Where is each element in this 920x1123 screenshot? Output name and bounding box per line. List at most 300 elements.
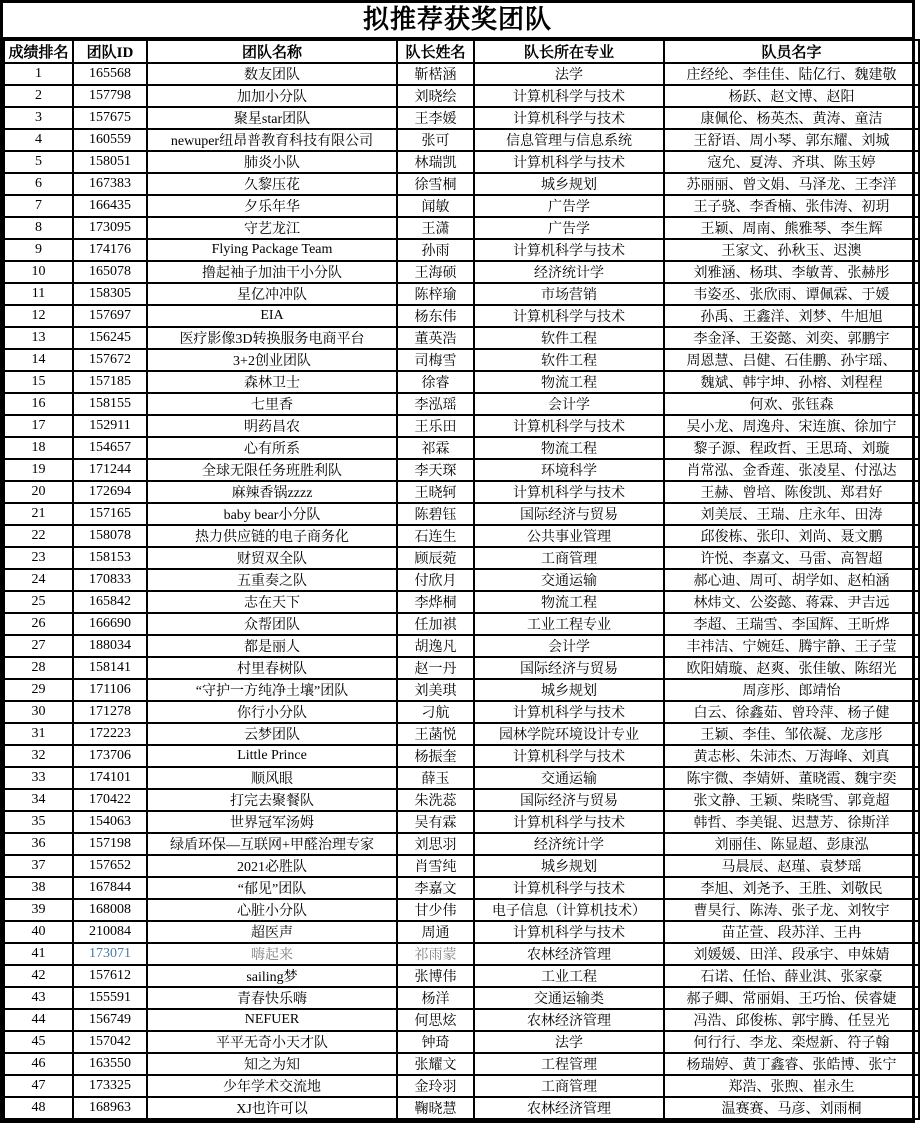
- team-id-cell: 157697: [73, 305, 147, 327]
- members-cell: 张文静、王颖、柴晓雪、郭竟超: [664, 789, 919, 811]
- rank-cell: 17: [4, 415, 73, 437]
- captain-name-cell: 张可: [397, 129, 474, 151]
- team-id-cell: 157798: [73, 85, 147, 107]
- team-id-cell: 158153: [73, 547, 147, 569]
- members-cell: 郝子卿、常丽娟、王巧怡、侯睿婕: [664, 987, 919, 1009]
- team-id-cell: 171106: [73, 679, 147, 701]
- table-row: [4, 503, 919, 525]
- team-name-cell: 2021必胜队: [147, 855, 397, 877]
- team-name-cell: 村里春树队: [147, 657, 397, 679]
- captain-major-cell: 计算机科学与技术: [474, 239, 664, 261]
- members-cell: 曹昊行、陈涛、张子龙、刘牧宇: [664, 899, 919, 921]
- captain-name-cell: 杨东伟: [397, 305, 474, 327]
- table-row: [4, 173, 919, 195]
- captain-major-cell: 法学: [474, 1031, 664, 1053]
- captain-name-cell: 杨洋: [397, 987, 474, 1009]
- rank-cell: 27: [4, 635, 73, 657]
- members-cell: 杨瑞婷、黄丁鑫睿、张皓博、张宁: [664, 1053, 919, 1075]
- captain-name-cell: 石连生: [397, 525, 474, 547]
- members-cell: 杨跃、赵文博、赵阳: [664, 85, 919, 107]
- members-cell: 苗芷萱、段苏洋、王冉: [664, 921, 919, 943]
- team-id-cell: 165568: [73, 63, 147, 85]
- captain-major-cell: 工程管理: [474, 1053, 664, 1075]
- team-name-cell: Little Prince: [147, 745, 397, 767]
- team-name-cell: 世界冠军汤姆: [147, 811, 397, 833]
- table-row: [4, 635, 919, 657]
- captain-major-cell: 工商管理: [474, 1075, 664, 1097]
- table-row: [4, 833, 919, 855]
- captain-name-cell: 刘晓绘: [397, 85, 474, 107]
- team-id-cell: 157612: [73, 965, 147, 987]
- members-cell: 冯浩、邱俊栋、郭宇腾、任昱光: [664, 1009, 919, 1031]
- team-name-cell: 财贸双全队: [147, 547, 397, 569]
- team-id-cell: 165842: [73, 591, 147, 613]
- rank-cell: 42: [4, 965, 73, 987]
- team-name-cell: “郁见”团队: [147, 877, 397, 899]
- team-id-cell: 171278: [73, 701, 147, 723]
- rank-cell: 43: [4, 987, 73, 1009]
- captain-name-cell: 甘少伟: [397, 899, 474, 921]
- team-id-cell: 156749: [73, 1009, 147, 1031]
- rank-cell: 38: [4, 877, 73, 899]
- table-row: [4, 63, 919, 85]
- captain-name-cell: 靳楛涵: [397, 63, 474, 85]
- captain-major-cell: 城乡规划: [474, 855, 664, 877]
- members-cell: 周彦彤、郎靖怡: [664, 679, 919, 701]
- members-cell: 周恩慧、吕健、石佳鹏、孙宇瑶、: [664, 349, 919, 371]
- captain-major-cell: 计算机科学与技术: [474, 921, 664, 943]
- col-header-team-id: 团队ID: [73, 40, 147, 63]
- table-row: [4, 569, 919, 591]
- captain-name-cell: 杨振奎: [397, 745, 474, 767]
- captain-major-cell: 计算机科学与技术: [474, 877, 664, 899]
- team-name-cell: 聚星star团队: [147, 107, 397, 129]
- members-cell: 欧阳婧璇、赵爽、张佳敏、陈绍光: [664, 657, 919, 679]
- rank-cell: 46: [4, 1053, 73, 1075]
- captain-name-cell: 王潇: [397, 217, 474, 239]
- team-name-cell: Flying Package Team: [147, 239, 397, 261]
- team-name-cell: 热力供应链的电子商务化: [147, 525, 397, 547]
- table-row: [4, 1031, 919, 1053]
- col-header-captain-name: 队长姓名: [397, 40, 474, 63]
- table-row: [4, 943, 919, 965]
- table-row: [4, 657, 919, 679]
- rank-cell: 14: [4, 349, 73, 371]
- captain-name-cell: 张耀文: [397, 1053, 474, 1075]
- team-name-cell: 志在天下: [147, 591, 397, 613]
- members-cell: 许悦、李嘉文、马雷、高智超: [664, 547, 919, 569]
- team-id-cell: 154657: [73, 437, 147, 459]
- captain-major-cell: 园林学院环境设计专业: [474, 723, 664, 745]
- members-cell: 韩哲、李美锟、迟慧芳、徐斯洋: [664, 811, 919, 833]
- table-row: [4, 525, 919, 547]
- members-cell: 丰祎洁、宁婉廷、腾宇静、王子莹: [664, 635, 919, 657]
- rank-cell: 44: [4, 1009, 73, 1031]
- members-cell: 肖常泓、金香莲、张凌星、付泓达: [664, 459, 919, 481]
- team-id-cell: 167383: [73, 173, 147, 195]
- team-name-cell: 平平无奇小天才队: [147, 1031, 397, 1053]
- members-cell: 康佩伦、杨英杰、黄涛、童洁: [664, 107, 919, 129]
- captain-name-cell: 孙雨: [397, 239, 474, 261]
- team-id-cell: 155591: [73, 987, 147, 1009]
- col-header-captain-major: 队长所在专业: [474, 40, 664, 63]
- team-id-cell: 166435: [73, 195, 147, 217]
- captain-major-cell: 国际经济与贸易: [474, 503, 664, 525]
- captain-name-cell: 鞠晓慧: [397, 1097, 474, 1119]
- rank-cell: 31: [4, 723, 73, 745]
- captain-major-cell: 工业工程专业: [474, 613, 664, 635]
- rank-cell: 22: [4, 525, 73, 547]
- members-cell: 韦姿丞、张欣雨、谭佩霖、于媛: [664, 283, 919, 305]
- rank-cell: 21: [4, 503, 73, 525]
- table-row: [4, 85, 919, 107]
- team-name-cell: 嗨起来: [147, 943, 397, 965]
- table-row: [4, 679, 919, 701]
- captain-name-cell: 李天琛: [397, 459, 474, 481]
- captain-name-cell: 何思炫: [397, 1009, 474, 1031]
- captain-name-cell: 董英浩: [397, 327, 474, 349]
- table-row: [4, 283, 919, 305]
- team-name-cell: 你行小分队: [147, 701, 397, 723]
- team-id-cell: 174101: [73, 767, 147, 789]
- captain-name-cell: 司梅雪: [397, 349, 474, 371]
- rank-cell: 15: [4, 371, 73, 393]
- table-row: [4, 393, 919, 415]
- table-row: [4, 899, 919, 921]
- captain-name-cell: 闻敏: [397, 195, 474, 217]
- rank-cell: 4: [4, 129, 73, 151]
- captain-name-cell: 付欣月: [397, 569, 474, 591]
- table-row: [4, 481, 919, 503]
- table-row: [4, 1097, 919, 1119]
- rank-cell: 40: [4, 921, 73, 943]
- team-id-cell: 174176: [73, 239, 147, 261]
- rank-cell: 39: [4, 899, 73, 921]
- table-row: [4, 371, 919, 393]
- table-row: [4, 987, 919, 1009]
- col-header-rank: 成绩排名: [4, 40, 73, 63]
- team-name-cell: 青春快乐嗨: [147, 987, 397, 1009]
- table-row: [4, 1075, 919, 1097]
- members-cell: 何欢、张钰森: [664, 393, 919, 415]
- table-row: [4, 965, 919, 987]
- team-name-cell: 麻辣香锅zzzz: [147, 481, 397, 503]
- captain-name-cell: 李烨桐: [397, 591, 474, 613]
- team-id-cell: 173706: [73, 745, 147, 767]
- captain-major-cell: 电子信息（计算机技术）: [474, 899, 664, 921]
- members-cell: 白云、徐鑫茹、曾玲萍、杨子健: [664, 701, 919, 723]
- team-name-cell: EIA: [147, 305, 397, 327]
- table-row: [4, 195, 919, 217]
- team-name-cell: 众帮团队: [147, 613, 397, 635]
- members-cell: 吴小龙、周逸舟、宋连旗、徐加宁: [664, 415, 919, 437]
- team-name-cell: newuper纽昂普教育科技有限公司: [147, 129, 397, 151]
- rank-cell: 13: [4, 327, 73, 349]
- captain-name-cell: 朱洗蕊: [397, 789, 474, 811]
- captain-major-cell: 物流工程: [474, 371, 664, 393]
- members-cell: 黄志彬、朱沛杰、万海峰、刘真: [664, 745, 919, 767]
- captain-major-cell: 经济统计学: [474, 833, 664, 855]
- table-row: [4, 349, 919, 371]
- team-id-cell: 170833: [73, 569, 147, 591]
- captain-major-cell: 工商管理: [474, 547, 664, 569]
- team-name-cell: 医疗影像3D转换服务电商平台: [147, 327, 397, 349]
- rank-cell: 10: [4, 261, 73, 283]
- team-name-cell: NEFUER: [147, 1009, 397, 1031]
- rank-cell: 48: [4, 1097, 73, 1119]
- team-name-cell: 久黎压花: [147, 173, 397, 195]
- team-id-cell: 157672: [73, 349, 147, 371]
- captain-name-cell: 任加祺: [397, 613, 474, 635]
- captain-name-cell: 周通: [397, 921, 474, 943]
- rank-cell: 3: [4, 107, 73, 129]
- rank-cell: 28: [4, 657, 73, 679]
- captain-major-cell: 经济统计学: [474, 261, 664, 283]
- captain-name-cell: 陈梓瑜: [397, 283, 474, 305]
- team-id-cell: 157675: [73, 107, 147, 129]
- rank-cell: 24: [4, 569, 73, 591]
- captain-major-cell: 交通运输: [474, 767, 664, 789]
- captain-major-cell: 计算机科学与技术: [474, 415, 664, 437]
- team-id-cell: 157652: [73, 855, 147, 877]
- members-cell: 林炜文、公姿懿、蒋霖、尹吉远: [664, 591, 919, 613]
- rank-cell: 35: [4, 811, 73, 833]
- rank-cell: 29: [4, 679, 73, 701]
- captain-name-cell: 李嘉文: [397, 877, 474, 899]
- members-cell: 王颖、李佳、邹依凝、龙彦彤: [664, 723, 919, 745]
- captain-major-cell: 计算机科学与技术: [474, 745, 664, 767]
- members-cell: 邱俊栋、张印、刘尚、聂文鹏: [664, 525, 919, 547]
- members-cell: 刘媛媛、田洋、段承宇、申妹婧: [664, 943, 919, 965]
- captain-name-cell: 王菡悦: [397, 723, 474, 745]
- captain-major-cell: 环境科学: [474, 459, 664, 481]
- team-id-cell: 158078: [73, 525, 147, 547]
- rank-cell: 33: [4, 767, 73, 789]
- team-name-cell: “守护一方纯净土壤”团队: [147, 679, 397, 701]
- captain-major-cell: 计算机科学与技术: [474, 151, 664, 173]
- team-id-cell: 158141: [73, 657, 147, 679]
- members-cell: 李旭、刘尧予、王胜、刘敬民: [664, 877, 919, 899]
- table-row: [4, 613, 919, 635]
- teams-table: [3, 39, 920, 1120]
- members-cell: 王子骁、李香楠、张伟涛、初玥: [664, 195, 919, 217]
- rank-cell: 6: [4, 173, 73, 195]
- captain-major-cell: 信息管理与信息系统: [474, 129, 664, 151]
- captain-name-cell: 祁雨蒙: [397, 943, 474, 965]
- team-name-cell: 五重奏之队: [147, 569, 397, 591]
- team-id-cell: 168963: [73, 1097, 147, 1119]
- team-name-cell: 超医声: [147, 921, 397, 943]
- captain-major-cell: 工业工程: [474, 965, 664, 987]
- captain-major-cell: 计算机科学与技术: [474, 85, 664, 107]
- team-name-cell: 都是丽人: [147, 635, 397, 657]
- header-row: [4, 40, 919, 63]
- captain-major-cell: 交通运输类: [474, 987, 664, 1009]
- rank-cell: 12: [4, 305, 73, 327]
- members-cell: 郑浩、张煦、崔永生: [664, 1075, 919, 1097]
- team-id-cell: 152911: [73, 415, 147, 437]
- rank-cell: 47: [4, 1075, 73, 1097]
- captain-name-cell: 吴有霖: [397, 811, 474, 833]
- table-row: [4, 217, 919, 239]
- captain-name-cell: 钟琦: [397, 1031, 474, 1053]
- team-id-cell: 163550: [73, 1053, 147, 1075]
- captain-major-cell: 物流工程: [474, 591, 664, 613]
- rank-cell: 8: [4, 217, 73, 239]
- captain-name-cell: 刘美琪: [397, 679, 474, 701]
- table-row: [4, 1053, 919, 1075]
- captain-major-cell: 软件工程: [474, 327, 664, 349]
- captain-name-cell: 金玲羽: [397, 1075, 474, 1097]
- table-row: [4, 701, 919, 723]
- members-cell: 刘丽佳、陈显超、彭康泓: [664, 833, 919, 855]
- team-id-cell: 165078: [73, 261, 147, 283]
- team-name-cell: 星亿冲冲队: [147, 283, 397, 305]
- captain-major-cell: 法学: [474, 63, 664, 85]
- captain-major-cell: 交通运输: [474, 569, 664, 591]
- members-cell: 李金泽、王姿懿、刘奕、郭鹏宇: [664, 327, 919, 349]
- captain-major-cell: 计算机科学与技术: [474, 701, 664, 723]
- team-id-cell: 171244: [73, 459, 147, 481]
- table-row: [4, 129, 919, 151]
- captain-name-cell: 李泓瑶: [397, 393, 474, 415]
- team-name-cell: 绿盾环保—互联网+甲醛治理专家: [147, 833, 397, 855]
- rank-cell: 26: [4, 613, 73, 635]
- team-name-cell: XJ也许可以: [147, 1097, 397, 1119]
- captain-major-cell: 会计学: [474, 393, 664, 415]
- members-cell: 寇允、夏涛、齐琪、陈玉婷: [664, 151, 919, 173]
- table-row: [4, 855, 919, 877]
- captain-major-cell: 城乡规划: [474, 173, 664, 195]
- captain-name-cell: 赵一丹: [397, 657, 474, 679]
- team-name-cell: 心有所系: [147, 437, 397, 459]
- table-row: [4, 591, 919, 613]
- table-row: [4, 745, 919, 767]
- table-row: [4, 327, 919, 349]
- captain-name-cell: 肖雪纯: [397, 855, 474, 877]
- members-cell: 郝心迪、周可、胡学如、赵柏涵: [664, 569, 919, 591]
- captain-major-cell: 计算机科学与技术: [474, 481, 664, 503]
- team-name-cell: 森林卫士: [147, 371, 397, 393]
- table-row: [4, 415, 919, 437]
- team-id-cell: 173325: [73, 1075, 147, 1097]
- rank-cell: 7: [4, 195, 73, 217]
- table-row: [4, 811, 919, 833]
- members-cell: 苏丽丽、曾文娟、马泽龙、王李洋: [664, 173, 919, 195]
- captain-name-cell: 王晓轲: [397, 481, 474, 503]
- members-cell: 黎子源、程政哲、王思琦、刘璇: [664, 437, 919, 459]
- captain-major-cell: 农林经济管理: [474, 943, 664, 965]
- captain-major-cell: 计算机科学与技术: [474, 305, 664, 327]
- captain-major-cell: 会计学: [474, 635, 664, 657]
- rank-cell: 30: [4, 701, 73, 723]
- captain-major-cell: 广告学: [474, 195, 664, 217]
- col-header-team-name: 团队名称: [147, 40, 397, 63]
- team-name-cell: baby bear小分队: [147, 503, 397, 525]
- members-cell: 王家文、孙秋玉、迟澳: [664, 239, 919, 261]
- team-id-cell: 156245: [73, 327, 147, 349]
- table-row: [4, 151, 919, 173]
- team-id-cell: 170422: [73, 789, 147, 811]
- rank-cell: 36: [4, 833, 73, 855]
- team-name-cell: 撸起袖子加油干小分队: [147, 261, 397, 283]
- captain-name-cell: 薛玉: [397, 767, 474, 789]
- captain-name-cell: 王李媛: [397, 107, 474, 129]
- team-name-cell: 肺炎小队: [147, 151, 397, 173]
- table-row: [4, 877, 919, 899]
- rank-cell: 23: [4, 547, 73, 569]
- team-name-cell: 3+2创业团队: [147, 349, 397, 371]
- rank-cell: 1: [4, 63, 73, 85]
- captain-name-cell: 王海硕: [397, 261, 474, 283]
- team-id-cell: 173095: [73, 217, 147, 239]
- captain-major-cell: 市场营销: [474, 283, 664, 305]
- rank-cell: 32: [4, 745, 73, 767]
- team-id-cell: 154063: [73, 811, 147, 833]
- team-name-cell: 夕乐年华: [147, 195, 397, 217]
- rank-cell: 20: [4, 481, 73, 503]
- table-row: [4, 239, 919, 261]
- team-id-cell: 157185: [73, 371, 147, 393]
- rank-cell: 2: [4, 85, 73, 107]
- team-name-cell: 心脏小分队: [147, 899, 397, 921]
- table-row: [4, 305, 919, 327]
- rank-cell: 16: [4, 393, 73, 415]
- team-name-cell: 全球无限任务班胜利队: [147, 459, 397, 481]
- captain-major-cell: 农林经济管理: [474, 1009, 664, 1031]
- team-id-cell: 168008: [73, 899, 147, 921]
- rank-cell: 41: [4, 943, 73, 965]
- team-name-cell: 数友团队: [147, 63, 397, 85]
- captain-name-cell: 林瑞凯: [397, 151, 474, 173]
- captain-name-cell: 刘思羽: [397, 833, 474, 855]
- captain-name-cell: 祁霖: [397, 437, 474, 459]
- members-cell: 王赫、曾培、陈俊凯、郑君好: [664, 481, 919, 503]
- team-id-cell: 158305: [73, 283, 147, 305]
- members-cell: 王舒语、周小琴、郭东耀、刘城: [664, 129, 919, 151]
- captain-major-cell: 软件工程: [474, 349, 664, 371]
- table-row: [4, 789, 919, 811]
- members-cell: 孙禹、王鑫洋、刘梦、牛旭旭: [664, 305, 919, 327]
- team-id-cell: 173071: [73, 943, 147, 965]
- members-cell: 石诺、任怡、薛业淇、张家豪: [664, 965, 919, 987]
- team-id-cell: 160559: [73, 129, 147, 151]
- captain-name-cell: 张博伟: [397, 965, 474, 987]
- rank-cell: 37: [4, 855, 73, 877]
- captain-major-cell: 国际经济与贸易: [474, 789, 664, 811]
- rank-cell: 11: [4, 283, 73, 305]
- members-cell: 马晨辰、赵瑾、袁梦瑶: [664, 855, 919, 877]
- table-row: [4, 547, 919, 569]
- captain-major-cell: 物流工程: [474, 437, 664, 459]
- team-id-cell: 157165: [73, 503, 147, 525]
- members-cell: 庄经纶、李佳佳、陆亿行、魏建敬: [664, 63, 919, 85]
- team-name-cell: 守艺龙江: [147, 217, 397, 239]
- captain-major-cell: 国际经济与贸易: [474, 657, 664, 679]
- team-id-cell: 157198: [73, 833, 147, 855]
- members-cell: 刘雅涵、杨琪、李敏菁、张赫彤: [664, 261, 919, 283]
- captain-name-cell: 刁航: [397, 701, 474, 723]
- table-row: [4, 1009, 919, 1031]
- team-id-cell: 166690: [73, 613, 147, 635]
- table-row: [4, 437, 919, 459]
- members-cell: 温赛赛、马彦、刘雨桐: [664, 1097, 919, 1119]
- team-name-cell: sailing梦: [147, 965, 397, 987]
- table-row: [4, 459, 919, 481]
- captain-major-cell: 农林经济管理: [474, 1097, 664, 1119]
- table-row: [4, 723, 919, 745]
- page-title: 拟推荐获奖团队: [3, 3, 912, 39]
